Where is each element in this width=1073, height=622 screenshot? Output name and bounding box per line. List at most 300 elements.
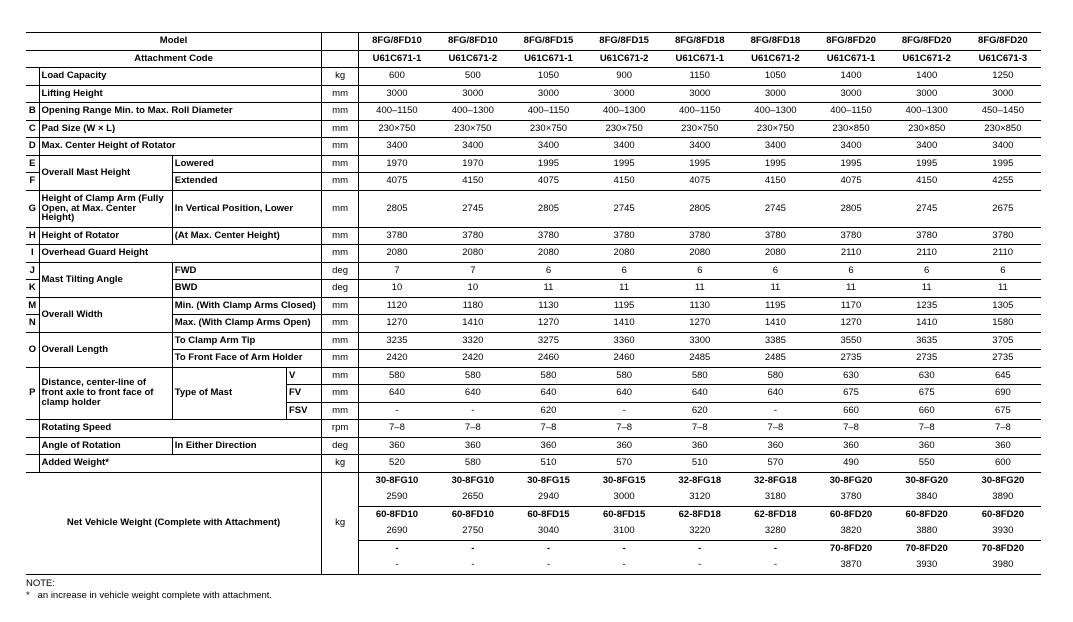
net-weight-value: 70-8FD20 xyxy=(981,542,1024,554)
row-item-label: Height of Rotator xyxy=(39,227,172,245)
row-value: 580 xyxy=(737,367,813,385)
row-value: 400–1150 xyxy=(359,103,435,121)
mast-type: FV xyxy=(286,385,321,403)
row-value: 2745 xyxy=(435,190,511,227)
row-value: 1150 xyxy=(662,68,737,86)
row-value: 230×850 xyxy=(889,120,965,138)
row-value: 3000 xyxy=(435,85,511,103)
row-value: 1995 xyxy=(586,155,662,173)
row-value: 11 xyxy=(889,280,965,298)
row-value: 1995 xyxy=(813,155,888,173)
row-value: 490 xyxy=(813,455,888,473)
model-name: 8FG/8FD20 xyxy=(889,33,965,51)
row-value: 230×750 xyxy=(511,120,586,138)
row-value: 2805 xyxy=(662,190,737,227)
row-value: 400–1300 xyxy=(737,103,813,121)
model-name: 8FG/8FD15 xyxy=(586,33,662,51)
row-value: 640 xyxy=(359,385,435,403)
row-unit: mm xyxy=(322,350,359,368)
row-letter: J xyxy=(26,262,39,280)
net-weight-value: 60-8FD20 xyxy=(981,508,1024,520)
row-value: 1995 xyxy=(511,155,586,173)
spec-row xyxy=(26,227,1041,245)
row-value: 1250 xyxy=(965,68,1041,86)
row-unit: mm xyxy=(322,402,359,420)
row-unit: mm xyxy=(322,332,359,350)
row-unit: mm xyxy=(322,245,359,263)
row-value: 4075 xyxy=(359,173,435,191)
net-weight-value: 3890 xyxy=(965,489,1041,506)
net-weight-value: 60-8FD15 xyxy=(527,508,570,520)
row-value: 645 xyxy=(965,367,1041,385)
row-value: 640 xyxy=(662,385,737,403)
row-unit: mm xyxy=(322,315,359,333)
row-value: 3235 xyxy=(359,332,435,350)
row-value: 7–8 xyxy=(662,420,737,438)
row-value: 6 xyxy=(737,262,813,280)
row-value: 900 xyxy=(586,68,662,86)
row-value: 630 xyxy=(889,367,965,385)
row-item-label: Max. Center Height of Rotator xyxy=(39,138,322,156)
net-weight-value: 3180 xyxy=(737,489,813,506)
row-value: 3780 xyxy=(662,227,737,245)
row-value: - xyxy=(435,402,511,420)
row-value: 3300 xyxy=(662,332,737,350)
row-value: 1195 xyxy=(586,297,662,315)
row-value: 3705 xyxy=(965,332,1041,350)
row-value: 1410 xyxy=(737,315,813,333)
spec-row xyxy=(26,315,1041,333)
row-value: 2805 xyxy=(813,190,888,227)
row-value: 2110 xyxy=(889,245,965,263)
row-value: 640 xyxy=(737,385,813,403)
model-name: 8FG/8FD10 xyxy=(359,33,435,51)
net-weight-value: 70-8FD20 xyxy=(829,542,873,554)
net-weight-value: 30-8FG20 xyxy=(829,474,873,486)
row-value: 1995 xyxy=(662,155,737,173)
row-value: 580 xyxy=(662,367,737,385)
net-weight-value: - xyxy=(737,557,813,574)
row-value: 640 xyxy=(586,385,662,403)
row-value: 2110 xyxy=(965,245,1041,263)
net-weight-value: 3930 xyxy=(965,523,1041,540)
row-value: 360 xyxy=(813,437,888,455)
row-sub-label: FWD xyxy=(172,262,321,280)
row-value: 3000 xyxy=(965,85,1041,103)
row-value: 2460 xyxy=(586,350,662,368)
spec-row xyxy=(26,190,1041,227)
net-weight-value: - xyxy=(662,557,737,574)
row-value: 3400 xyxy=(813,138,888,156)
row-value: 1580 xyxy=(965,315,1041,333)
row-value: 2080 xyxy=(435,245,511,263)
row-value: 1050 xyxy=(737,68,813,86)
row-value: 3000 xyxy=(359,85,435,103)
row-value: 2745 xyxy=(889,190,965,227)
row-unit: deg xyxy=(322,437,359,455)
row-value: 570 xyxy=(737,455,813,473)
row-value: 2745 xyxy=(586,190,662,227)
row-unit: mm xyxy=(322,367,359,385)
net-weight-value: 3120 xyxy=(662,489,737,506)
attachment-code: U61C671-2 xyxy=(737,50,813,68)
row-sub-label: Max. (With Clamp Arms Open) xyxy=(172,315,321,333)
row-letter xyxy=(26,68,39,86)
row-sub-label: BWD xyxy=(172,280,321,298)
row-value: 3000 xyxy=(813,85,888,103)
row-value: 2420 xyxy=(435,350,511,368)
row-value: 3400 xyxy=(511,138,586,156)
net-weight-value: 2690 xyxy=(359,523,435,540)
row-value: 2675 xyxy=(965,190,1041,227)
row-value: 2080 xyxy=(511,245,586,263)
row-unit: mm xyxy=(322,103,359,121)
row-value: 2420 xyxy=(359,350,435,368)
row-value: 640 xyxy=(435,385,511,403)
row-unit: kg xyxy=(322,68,359,86)
row-unit: mm xyxy=(322,297,359,315)
row-value: 3385 xyxy=(737,332,813,350)
row-value: 580 xyxy=(435,367,511,385)
net-weight-value: 3880 xyxy=(889,523,965,540)
net-weight-value: 30-8FG10 xyxy=(375,474,419,486)
spec-row xyxy=(26,138,1041,156)
row-value: 360 xyxy=(889,437,965,455)
net-weight-value: 3000 xyxy=(586,489,662,506)
row-value: 6 xyxy=(586,262,662,280)
net-weight-value: - xyxy=(435,557,511,574)
spec-row xyxy=(26,420,1041,438)
row-value: 675 xyxy=(965,402,1041,420)
row-value: 230×750 xyxy=(737,120,813,138)
row-value: 400–1150 xyxy=(662,103,737,121)
row-letter: G xyxy=(26,190,39,227)
row-value: 7–8 xyxy=(889,420,965,438)
net-weight-value: - xyxy=(622,542,626,554)
spec-row xyxy=(26,85,1041,103)
row-letter: D xyxy=(26,138,39,156)
row-value: 450–1450 xyxy=(965,103,1041,121)
row-value: 620 xyxy=(662,402,737,420)
row-value: 400–1150 xyxy=(511,103,586,121)
spec-row xyxy=(26,455,1041,473)
net-weight-value: 2650 xyxy=(435,489,511,506)
net-weight-value: 3220 xyxy=(662,523,737,540)
row-unit: mm xyxy=(322,173,359,191)
row-value: 400–1300 xyxy=(435,103,511,121)
row-value: 360 xyxy=(359,437,435,455)
row-value: 1235 xyxy=(889,297,965,315)
row-value: 2110 xyxy=(813,245,888,263)
row-value: 3400 xyxy=(965,138,1041,156)
row-letter: F xyxy=(26,173,39,191)
row-value: 600 xyxy=(359,68,435,86)
row-value: 7–8 xyxy=(586,420,662,438)
row-value: 510 xyxy=(511,455,586,473)
spec-row xyxy=(26,173,1041,191)
row-sub-label: Lowered xyxy=(172,155,321,173)
row-value: 1195 xyxy=(737,297,813,315)
net-weight-value: 30-8FG20 xyxy=(905,474,949,486)
attachment-code: U61C671-1 xyxy=(813,50,888,68)
row-letter: N xyxy=(26,315,39,333)
spec-row xyxy=(26,120,1041,138)
row-value: 2460 xyxy=(511,350,586,368)
row-value: 1995 xyxy=(889,155,965,173)
spec-row xyxy=(26,245,1041,263)
row-unit: mm xyxy=(322,138,359,156)
attachment-header-label: Attachment Code xyxy=(26,50,322,68)
row-unit: mm xyxy=(322,85,359,103)
row-letter: B xyxy=(26,103,39,121)
net-weight-value: 3040 xyxy=(511,523,586,540)
net-weight-value: 30-8FG15 xyxy=(527,474,570,486)
model-header-label: Model xyxy=(26,33,322,51)
model-name: 8FG/8FD15 xyxy=(511,33,586,51)
row-value: 7 xyxy=(359,262,435,280)
row-value: 3320 xyxy=(435,332,511,350)
net-weight-value: 30-8FG10 xyxy=(451,474,495,486)
row-value: 4150 xyxy=(737,173,813,191)
row-unit: mm xyxy=(322,120,359,138)
row-sub-label: In Either Direction xyxy=(172,437,321,455)
spec-row xyxy=(26,437,1041,455)
row-value: 2735 xyxy=(813,350,888,368)
row-value: 11 xyxy=(813,280,888,298)
row-letter: K xyxy=(26,280,39,298)
row-value: 230×750 xyxy=(435,120,511,138)
row-value: 400–1300 xyxy=(586,103,662,121)
row-sub-label: Min. (With Clamp Arms Closed) xyxy=(172,297,321,315)
row-value: 1410 xyxy=(889,315,965,333)
row-value: 7 xyxy=(435,262,511,280)
row-value: 1180 xyxy=(435,297,511,315)
row-item-label: Overhead Guard Height xyxy=(39,245,322,263)
row-value: 2805 xyxy=(359,190,435,227)
net-weight-value: 2590 xyxy=(359,489,435,506)
net-weight-value: - xyxy=(359,557,435,574)
row-value: 3275 xyxy=(511,332,586,350)
net-weight-value: 3840 xyxy=(889,489,965,506)
row-value: 7–8 xyxy=(813,420,888,438)
row-value: 11 xyxy=(965,280,1041,298)
model-name: 8FG/8FD18 xyxy=(662,33,737,51)
row-value: 230×750 xyxy=(359,120,435,138)
row-value: 360 xyxy=(965,437,1041,455)
row-value: 360 xyxy=(586,437,662,455)
row-unit: deg xyxy=(322,280,359,298)
spec-row xyxy=(26,297,1041,315)
row-value: 2735 xyxy=(889,350,965,368)
spec-table xyxy=(26,32,1041,575)
row-value: 3780 xyxy=(435,227,511,245)
row-value: 3000 xyxy=(511,85,586,103)
mast-type: FSV xyxy=(286,402,321,420)
row-value: 3400 xyxy=(737,138,813,156)
row-value: 675 xyxy=(813,385,888,403)
row-letter: C xyxy=(26,120,39,138)
row-value: 360 xyxy=(662,437,737,455)
net-weight-value: 3100 xyxy=(586,523,662,540)
net-weight-value: 2750 xyxy=(435,523,511,540)
row-value: 6 xyxy=(813,262,888,280)
model-name: 8FG/8FD18 xyxy=(737,33,813,51)
row-value: 3000 xyxy=(586,85,662,103)
row-unit: mm xyxy=(322,155,359,173)
row-value: 1970 xyxy=(359,155,435,173)
net-weight-value: 30-8FG20 xyxy=(981,474,1025,486)
row-value: 400–1150 xyxy=(813,103,888,121)
spec-table-container xyxy=(26,32,1041,575)
row-letter: O xyxy=(26,332,39,367)
net-weight-value: 60-8FD20 xyxy=(905,508,948,520)
row-value: 3400 xyxy=(359,138,435,156)
spec-table-body xyxy=(26,33,1041,575)
spec-row xyxy=(26,68,1041,86)
row-value: 1410 xyxy=(435,315,511,333)
footnote xyxy=(26,578,272,602)
row-value: 520 xyxy=(359,455,435,473)
row-value: 690 xyxy=(965,385,1041,403)
row-value: 640 xyxy=(511,385,586,403)
net-weight-value: 60-8FD10 xyxy=(451,508,494,520)
net-weight-value: 3980 xyxy=(965,557,1041,574)
row-value: 230×750 xyxy=(586,120,662,138)
row-letter xyxy=(26,455,39,473)
unit-header-cell xyxy=(322,50,359,68)
attachment-code: U61C671-1 xyxy=(662,50,737,68)
row-value: 230×750 xyxy=(662,120,737,138)
note-title: NOTE: xyxy=(26,578,56,589)
row-item-label: Load Capacity xyxy=(39,68,322,86)
net-weight-value: - xyxy=(773,542,777,554)
net-weight-value: 62-8FD18 xyxy=(678,508,721,520)
net-weight-value: 62-8FD18 xyxy=(754,508,797,520)
row-value: 1270 xyxy=(662,315,737,333)
row-value: 1400 xyxy=(889,68,965,86)
row-value: - xyxy=(737,402,813,420)
row-value: 6 xyxy=(965,262,1041,280)
spec-row xyxy=(26,103,1041,121)
row-item-label: Height of Clamp Arm (Fully Open, at Max. Center Height) xyxy=(39,190,172,227)
spec-row xyxy=(26,155,1041,173)
row-sub-label: In Vertical Position, Lower xyxy=(172,190,321,227)
net-weight-value: - xyxy=(471,542,475,554)
row-value: 4075 xyxy=(813,173,888,191)
row-value: 500 xyxy=(435,68,511,86)
net-weight-value: 70-8FD20 xyxy=(905,542,948,554)
unit-header-cell xyxy=(322,33,359,51)
row-value: 3000 xyxy=(889,85,965,103)
row-value: 2735 xyxy=(965,350,1041,368)
model-name: 8FG/8FD20 xyxy=(813,33,888,51)
row-value: 2485 xyxy=(662,350,737,368)
row-value: 7–8 xyxy=(511,420,586,438)
row-value: 7–8 xyxy=(737,420,813,438)
row-value: 4150 xyxy=(435,173,511,191)
row-letter: I xyxy=(26,245,39,263)
net-weight-value: 3820 xyxy=(813,523,888,540)
net-weight-value: 60-8FD10 xyxy=(375,508,419,520)
row-value: 2485 xyxy=(737,350,813,368)
row-value: 11 xyxy=(586,280,662,298)
model-name: 8FG/8FD20 xyxy=(965,33,1041,51)
row-value: 2080 xyxy=(662,245,737,263)
net-weight-value: 3780 xyxy=(813,489,888,506)
row-value: 1995 xyxy=(965,155,1041,173)
attachment-code: U61C671-3 xyxy=(965,50,1041,68)
row-letter: H xyxy=(26,227,39,245)
row-value: 11 xyxy=(662,280,737,298)
row-sub-label: (At Max. Center Height) xyxy=(172,227,321,245)
net-weight-value: 60-8FD20 xyxy=(829,508,873,520)
row-value: 3000 xyxy=(662,85,737,103)
row-value: 1995 xyxy=(737,155,813,173)
row-value: 2745 xyxy=(737,190,813,227)
row-value: 4075 xyxy=(662,173,737,191)
row-unit: mm xyxy=(322,190,359,227)
row-value: 570 xyxy=(586,455,662,473)
row-sub-label: To Clamp Arm Tip xyxy=(172,332,321,350)
row-value: 360 xyxy=(737,437,813,455)
row-value: 630 xyxy=(813,367,888,385)
row-item-label: Angle of Rotation xyxy=(39,437,172,455)
row-letter: P xyxy=(26,367,39,420)
spec-row xyxy=(26,280,1041,298)
row-value: 3780 xyxy=(889,227,965,245)
attachment-code: U61C671-1 xyxy=(359,50,435,68)
net-weight-value: - xyxy=(586,557,662,574)
row-value: - xyxy=(586,402,662,420)
row-value: 230×850 xyxy=(965,120,1041,138)
row-value: 230×850 xyxy=(813,120,888,138)
row-unit: deg xyxy=(322,262,359,280)
row-value: 10 xyxy=(359,280,435,298)
row-value: 3780 xyxy=(737,227,813,245)
header-row-model xyxy=(26,33,1041,51)
row-value: 1270 xyxy=(511,315,586,333)
row-value: 3400 xyxy=(435,138,511,156)
row-letter xyxy=(26,420,39,438)
row-value: 1050 xyxy=(511,68,586,86)
attachment-code: U61C671-2 xyxy=(586,50,662,68)
row-letter xyxy=(26,437,39,455)
net-weight-value: 60-8FD15 xyxy=(602,508,646,520)
net-weight-value: 32-8FG18 xyxy=(754,474,797,486)
row-item-label: Opening Range Min. to Max. Roll Diameter xyxy=(39,103,322,121)
row-value: 1410 xyxy=(586,315,662,333)
row-value: 1130 xyxy=(662,297,737,315)
row-value: 1270 xyxy=(813,315,888,333)
row-unit: rpm xyxy=(322,420,359,438)
row-value: 3360 xyxy=(586,332,662,350)
row-value: 6 xyxy=(511,262,586,280)
spec-row xyxy=(26,350,1041,368)
model-name: 8FG/8FD10 xyxy=(435,33,511,51)
attachment-code: U61C671-1 xyxy=(511,50,586,68)
net-weight-value: 2940 xyxy=(511,489,586,506)
row-value: 360 xyxy=(435,437,511,455)
row-value: 3780 xyxy=(965,227,1041,245)
net-weight-value: 3870 xyxy=(813,557,888,574)
row-value: - xyxy=(359,402,435,420)
row-value: 4255 xyxy=(965,173,1041,191)
row-value: 3780 xyxy=(813,227,888,245)
row-item-label: Added Weight* xyxy=(39,455,322,473)
row-value: 3780 xyxy=(586,227,662,245)
row-sub-label: To Front Face of Arm Holder xyxy=(172,350,321,368)
row-item-label: Overall Width xyxy=(39,297,172,332)
